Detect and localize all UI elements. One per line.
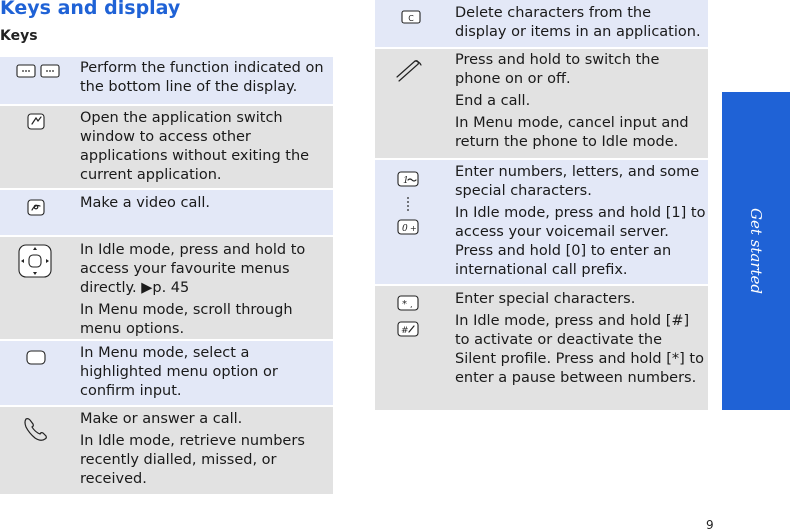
left-key-table	[0, 57, 333, 494]
dial-key-icon	[0, 407, 74, 494]
key-description: In Idle mode, press and hold to access your favourite menus directly. ▶p. 45	[80, 242, 306, 296]
right-key-table	[375, 0, 708, 410]
svg-text:1: 1	[403, 176, 409, 186]
key-row-confirm	[0, 341, 333, 405]
key-description: Make or answer a call.	[80, 411, 243, 427]
navigation-key-icon	[0, 237, 74, 339]
key-row-clear	[375, 0, 708, 47]
key-description: Press and hold to switch the phone on or off.	[455, 52, 660, 87]
svg-text:0: 0	[402, 224, 408, 234]
key-row-special	[375, 286, 708, 410]
confirm-key-icon	[0, 341, 74, 405]
app-switch-key-icon	[0, 106, 74, 188]
clear-key-icon	[375, 0, 449, 47]
key-description: In Idle mode, press and hold [1] to access your voicemail server. Press and hold [0] to enter an international call prefix.	[455, 205, 706, 278]
key-row-soft-keys	[0, 57, 333, 104]
power-end-key-icon	[375, 49, 449, 158]
key-row-alphanumeric	[375, 160, 708, 284]
page-number: 9	[706, 518, 714, 532]
soft-keys-icon	[0, 57, 74, 104]
key-row-dial	[0, 407, 333, 494]
key-description: Delete characters from the display or items in an application.	[455, 5, 701, 40]
key-description: Enter special characters.	[455, 291, 636, 307]
key-description: Make a video call.	[80, 195, 211, 211]
alphanumeric-keys-icon	[375, 160, 449, 284]
key-description: In Idle mode, retrieve numbers recently dialled, missed, or received.	[80, 433, 305, 487]
svg-text:+: +	[410, 224, 417, 233]
key-description: In Menu mode, cancel input and return the phone to Idle mode.	[455, 115, 689, 150]
key-row-video-call	[0, 190, 333, 235]
clear-key-label: C	[408, 14, 414, 23]
key-row-navigation	[0, 237, 333, 339]
key-description: In Menu mode, select a highlighted menu option or confirm input.	[80, 345, 278, 399]
key-description: In Idle mode, press and hold [#] to activate or deactivate the Silent profile. Press and hold [*] to enter a pause between numbers.	[455, 313, 704, 386]
section-subtitle: Keys	[0, 28, 38, 44]
side-tab-label: Get started	[747, 207, 766, 295]
key-description: Open the application switch window to access other applications without exiting the current application.	[80, 110, 310, 183]
svg-text:#: #	[401, 326, 409, 336]
key-row-app-switch	[0, 106, 333, 188]
video-call-key-icon	[0, 190, 74, 235]
special-keys-icon	[375, 286, 449, 410]
side-tab	[722, 92, 790, 410]
key-description: Perform the function indicated on the bottom line of the display.	[80, 60, 324, 95]
key-description: Enter numbers, letters, and some special characters.	[455, 164, 700, 199]
page-title: Keys and display	[0, 0, 181, 19]
svg-text:,: ,	[410, 300, 413, 309]
key-description: In Menu mode, scroll through menu options.	[80, 302, 293, 337]
key-description: End a call.	[455, 93, 531, 109]
key-row-power-end	[375, 49, 708, 158]
svg-text:*: *	[402, 299, 407, 310]
